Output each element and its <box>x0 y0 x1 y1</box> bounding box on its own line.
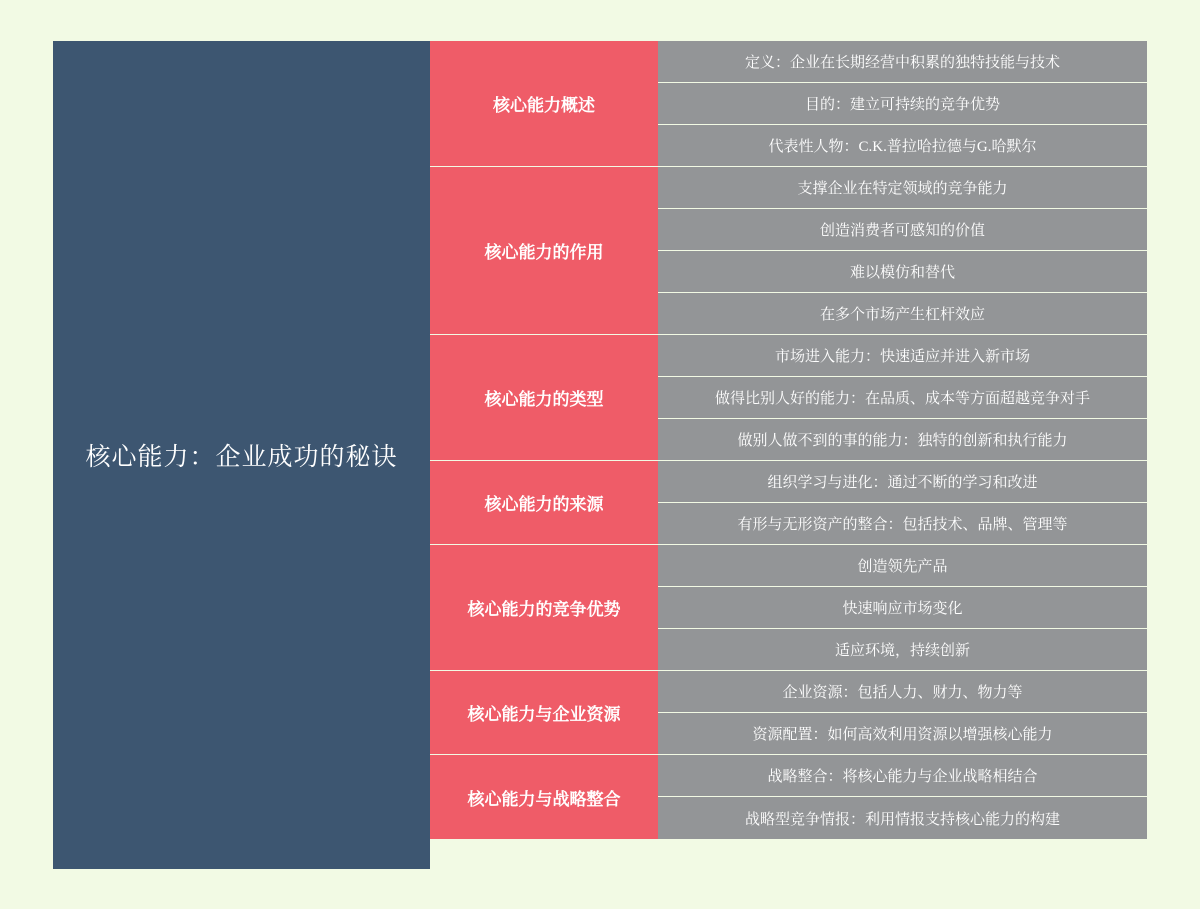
leaf-item-label: 创造消费者可感知的价值 <box>819 223 985 239</box>
leaf-item-label: 快速响应市场变化 <box>842 601 963 617</box>
branch-title <box>430 755 658 839</box>
branch-title-label: 核心能力的类型 <box>484 390 604 409</box>
branch-row <box>430 545 1147 671</box>
branch-row <box>430 755 1147 839</box>
leaf-item <box>658 419 1147 461</box>
leaf-item-label: 适应环境，持续创新 <box>834 643 970 659</box>
branch-title-label: 核心能力概述 <box>493 96 595 115</box>
leaf-list <box>658 755 1147 839</box>
leaf-item <box>658 461 1147 503</box>
leaf-item-label: 难以模仿和替代 <box>849 265 955 281</box>
root-topic-label: 核心能力：企业成功的秘诀 <box>85 444 398 471</box>
leaf-item-label: 定义：企业在长期经营中积累的独特技能与技术 <box>744 55 1060 71</box>
leaf-item <box>658 209 1147 251</box>
leaf-item <box>658 713 1147 755</box>
branch-row <box>430 671 1147 755</box>
branch-title <box>430 41 658 167</box>
branch-title <box>430 167 658 335</box>
leaf-list <box>658 545 1147 671</box>
branch-title <box>430 335 658 461</box>
branch-title-label: 核心能力的竞争优势 <box>467 600 621 619</box>
leaf-list <box>658 461 1147 545</box>
branch-title <box>430 671 658 755</box>
leaf-list <box>658 671 1147 755</box>
leaf-item <box>658 629 1147 671</box>
leaf-list <box>658 41 1147 167</box>
leaf-item-label: 做得比别人好的能力：在品质、成本等方面超越竞争对手 <box>714 391 1090 407</box>
leaf-item-label: 支撑企业在特定领域的竞争能力 <box>797 181 1008 197</box>
branch-row <box>430 167 1147 335</box>
branch-title <box>430 461 658 545</box>
leaf-item-label: 战略整合：将核心能力与企业战略相结合 <box>767 769 1038 785</box>
leaf-item <box>658 377 1147 419</box>
branch-title-label: 核心能力的作用 <box>484 243 604 262</box>
leaf-item-label: 资源配置：如何高效利用资源以增强核心能力 <box>752 727 1053 743</box>
leaf-item-label: 代表性人物：C.K.普拉哈拉德与G.哈默尔 <box>768 139 1037 155</box>
leaf-item <box>658 41 1147 83</box>
leaf-item-label: 组织学习与进化：通过不断的学习和改进 <box>767 475 1038 491</box>
leaf-item-label: 做别人做不到的事的能力：独特的创新和执行能力 <box>737 433 1068 449</box>
leaf-item <box>658 671 1147 713</box>
leaf-item <box>658 83 1147 125</box>
leaf-item-label: 战略型竞争情报：利用情报支持核心能力的构建 <box>744 811 1060 828</box>
leaf-item <box>658 797 1147 839</box>
root-topic <box>53 41 430 869</box>
leaf-item <box>658 251 1147 293</box>
mindmap-table <box>53 41 1147 869</box>
leaf-item-label: 在多个市场产生杠杆效应 <box>819 307 985 323</box>
leaf-item <box>658 167 1147 209</box>
branch-title-label: 核心能力与企业资源 <box>467 705 621 724</box>
branch-row <box>430 41 1147 167</box>
leaf-list <box>658 335 1147 461</box>
branch-title-label: 核心能力的来源 <box>484 495 604 514</box>
branch-row <box>430 335 1147 461</box>
leaf-item <box>658 755 1147 797</box>
leaf-item-label: 目的：建立可持续的竞争优势 <box>804 97 1000 113</box>
leaf-item <box>658 587 1147 629</box>
leaf-item-label: 创造领先产品 <box>857 559 948 575</box>
leaf-item <box>658 545 1147 587</box>
leaf-item <box>658 335 1147 377</box>
branch-list <box>430 41 1147 869</box>
leaf-item-label: 企业资源：包括人力、财力、物力等 <box>782 685 1023 701</box>
branch-row <box>430 461 1147 545</box>
leaf-item-label: 有形与无形资产的整合：包括技术、品牌、管理等 <box>737 517 1068 533</box>
branch-title-label: 核心能力与战略整合 <box>467 789 621 809</box>
leaf-item <box>658 293 1147 335</box>
leaf-list <box>658 167 1147 335</box>
leaf-item-label: 市场进入能力：快速适应并进入新市场 <box>774 349 1030 365</box>
leaf-item <box>658 503 1147 545</box>
leaf-item <box>658 125 1147 167</box>
branch-title <box>430 545 658 671</box>
